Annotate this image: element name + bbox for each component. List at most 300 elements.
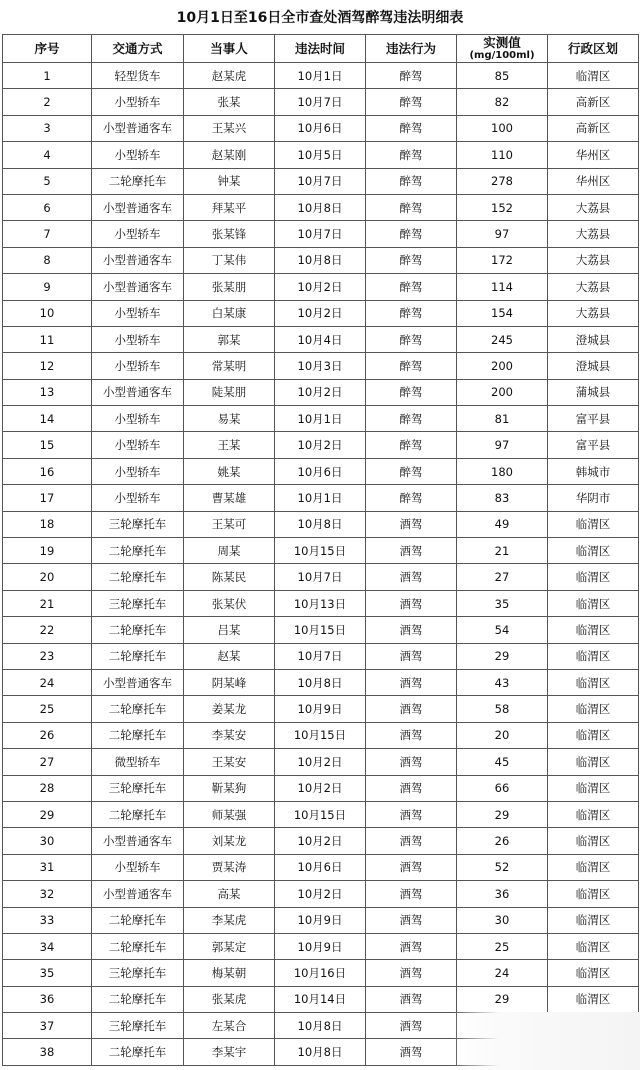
cell-party: 贾某涛 xyxy=(184,854,275,880)
cell-vehicle: 小型轿车 xyxy=(92,142,184,168)
header-value xyxy=(457,35,548,63)
cell-act: 醉驾 xyxy=(366,406,457,432)
table-row xyxy=(3,854,639,880)
cell-district: 临渭区 xyxy=(548,643,639,669)
cell-value: 21 xyxy=(457,538,548,564)
cell-party: 陈某民 xyxy=(184,564,275,590)
cell-no: 7 xyxy=(3,221,92,247)
cell-value: 172 xyxy=(457,247,548,273)
table-row xyxy=(3,142,639,168)
cell-district: 临渭区 xyxy=(548,63,639,89)
cell-no: 37 xyxy=(3,1013,92,1039)
table-row xyxy=(3,643,639,669)
cell-value: 27 xyxy=(457,564,548,590)
table-header-row xyxy=(3,35,639,63)
header-value-label: 实测值 xyxy=(483,34,521,50)
cell-party: 刘某龙 xyxy=(184,828,275,854)
cell-no: 28 xyxy=(3,775,92,801)
cell-district: 大荔县 xyxy=(548,247,639,273)
cell-value: 200 xyxy=(457,353,548,379)
header-vehicle: 交通方式 xyxy=(92,35,184,63)
cell-act: 酒驾 xyxy=(366,749,457,775)
table-row xyxy=(3,801,639,827)
cell-value: 180 xyxy=(457,458,548,484)
table-row xyxy=(3,300,639,326)
cell-value: 26 xyxy=(457,828,548,854)
cell-no: 10 xyxy=(3,300,92,326)
cell-value: 85 xyxy=(457,63,548,89)
cell-time: 10月7日 xyxy=(275,221,366,247)
cell-no: 23 xyxy=(3,643,92,669)
cell-party: 曹某雄 xyxy=(184,485,275,511)
cell-time: 10月15日 xyxy=(275,617,366,643)
table-row xyxy=(3,221,639,247)
cell-vehicle: 小型轿车 xyxy=(92,89,184,115)
cell-act: 醉驾 xyxy=(366,115,457,141)
cell-act: 醉驾 xyxy=(366,458,457,484)
cell-time: 10月2日 xyxy=(275,881,366,907)
page-title: 10月1日至16日全市查处酒驾醉驾违法明细表 xyxy=(176,10,464,26)
cell-vehicle: 小型轿车 xyxy=(92,432,184,458)
cell-no: 29 xyxy=(3,801,92,827)
table-row xyxy=(3,617,639,643)
cell-no: 6 xyxy=(3,194,92,220)
cell-value: 49 xyxy=(457,511,548,537)
cell-value: 29 xyxy=(457,643,548,669)
header-district: 行政区划 xyxy=(548,35,639,63)
cell-no: 3 xyxy=(3,115,92,141)
cell-no: 36 xyxy=(3,986,92,1012)
cell-act: 酒驾 xyxy=(366,669,457,695)
cell-no: 11 xyxy=(3,326,92,352)
cell-act: 醉驾 xyxy=(366,89,457,115)
cell-district: 临渭区 xyxy=(548,986,639,1012)
bottom-right-blur xyxy=(452,1012,640,1070)
cell-vehicle: 三轮摩托车 xyxy=(92,1013,184,1039)
cell-act: 酒驾 xyxy=(366,933,457,959)
cell-no: 27 xyxy=(3,749,92,775)
cell-time: 10月2日 xyxy=(275,274,366,300)
cell-value: 58 xyxy=(457,696,548,722)
cell-party: 郭某定 xyxy=(184,933,275,959)
cell-act: 酒驾 xyxy=(366,801,457,827)
cell-value: 82 xyxy=(457,89,548,115)
cell-time: 10月8日 xyxy=(275,669,366,695)
cell-party: 赵某 xyxy=(184,643,275,669)
cell-district: 蒲城县 xyxy=(548,379,639,405)
cell-act: 酒驾 xyxy=(366,696,457,722)
cell-act: 醉驾 xyxy=(366,221,457,247)
table-row xyxy=(3,828,639,854)
cell-vehicle: 小型轿车 xyxy=(92,300,184,326)
cell-vehicle: 二轮摩托车 xyxy=(92,907,184,933)
cell-district: 临渭区 xyxy=(548,669,639,695)
cell-district: 临渭区 xyxy=(548,511,639,537)
cell-vehicle: 二轮摩托车 xyxy=(92,801,184,827)
cell-district: 临渭区 xyxy=(548,722,639,748)
cell-district: 临渭区 xyxy=(548,538,639,564)
cell-party: 李某安 xyxy=(184,722,275,748)
header-party: 当事人 xyxy=(184,35,275,63)
cell-time: 10月8日 xyxy=(275,194,366,220)
table-row xyxy=(3,247,639,273)
cell-time: 10月16日 xyxy=(275,960,366,986)
cell-no: 17 xyxy=(3,485,92,511)
cell-party: 高某 xyxy=(184,881,275,907)
cell-value: 30 xyxy=(457,907,548,933)
cell-district: 临渭区 xyxy=(548,907,639,933)
cell-time: 10月7日 xyxy=(275,564,366,590)
cell-act: 酒驾 xyxy=(366,590,457,616)
cell-time: 10月9日 xyxy=(275,696,366,722)
table-row xyxy=(3,775,639,801)
table-row xyxy=(3,432,639,458)
cell-time: 10月14日 xyxy=(275,986,366,1012)
cell-vehicle: 小型普通客车 xyxy=(92,669,184,695)
cell-party: 张某虎 xyxy=(184,986,275,1012)
header-value-unit: (mg/100ml) xyxy=(469,49,535,61)
table-row xyxy=(3,406,639,432)
cell-party: 赵某虎 xyxy=(184,63,275,89)
cell-no: 16 xyxy=(3,458,92,484)
cell-value: 43 xyxy=(457,669,548,695)
cell-vehicle: 轻型货车 xyxy=(92,63,184,89)
cell-district: 华州区 xyxy=(548,142,639,168)
table-row xyxy=(3,458,639,484)
table-row xyxy=(3,511,639,537)
cell-no: 38 xyxy=(3,1039,92,1065)
cell-time: 10月15日 xyxy=(275,722,366,748)
table-row xyxy=(3,353,639,379)
cell-no: 13 xyxy=(3,379,92,405)
cell-party: 周某 xyxy=(184,538,275,564)
cell-act: 酒驾 xyxy=(366,617,457,643)
cell-vehicle: 二轮摩托车 xyxy=(92,168,184,194)
cell-district: 临渭区 xyxy=(548,564,639,590)
cell-no: 21 xyxy=(3,590,92,616)
cell-act: 酒驾 xyxy=(366,564,457,590)
cell-value: 100 xyxy=(457,115,548,141)
cell-vehicle: 小型轿车 xyxy=(92,221,184,247)
cell-value: 154 xyxy=(457,300,548,326)
cell-party: 阴某峰 xyxy=(184,669,275,695)
cell-party: 王某安 xyxy=(184,749,275,775)
cell-act: 醉驾 xyxy=(366,353,457,379)
cell-district: 临渭区 xyxy=(548,960,639,986)
cell-act: 酒驾 xyxy=(366,1013,457,1039)
table-row xyxy=(3,168,639,194)
cell-value: 97 xyxy=(457,432,548,458)
cell-party: 张某朋 xyxy=(184,274,275,300)
cell-act: 醉驾 xyxy=(366,326,457,352)
cell-vehicle: 二轮摩托车 xyxy=(92,617,184,643)
cell-district: 华阴市 xyxy=(548,485,639,511)
cell-vehicle: 小型普通客车 xyxy=(92,274,184,300)
cell-value: 35 xyxy=(457,590,548,616)
cell-district: 临渭区 xyxy=(548,749,639,775)
cell-time: 10月1日 xyxy=(275,406,366,432)
cell-time: 10月1日 xyxy=(275,63,366,89)
cell-value: 200 xyxy=(457,379,548,405)
cell-vehicle: 二轮摩托车 xyxy=(92,643,184,669)
cell-no: 8 xyxy=(3,247,92,273)
cell-vehicle: 小型轿车 xyxy=(92,406,184,432)
cell-district: 临渭区 xyxy=(548,854,639,880)
cell-district: 澄城县 xyxy=(548,353,639,379)
cell-act: 酒驾 xyxy=(366,828,457,854)
cell-no: 34 xyxy=(3,933,92,959)
cell-vehicle: 小型轿车 xyxy=(92,854,184,880)
cell-vehicle: 三轮摩托车 xyxy=(92,775,184,801)
cell-district: 富平县 xyxy=(548,432,639,458)
cell-time: 10月8日 xyxy=(275,247,366,273)
cell-vehicle: 三轮摩托车 xyxy=(92,960,184,986)
cell-time: 10月7日 xyxy=(275,89,366,115)
table-body xyxy=(3,63,639,1066)
cell-time: 10月13日 xyxy=(275,590,366,616)
cell-party: 左某合 xyxy=(184,1013,275,1039)
table-row xyxy=(3,933,639,959)
cell-vehicle: 二轮摩托车 xyxy=(92,933,184,959)
cell-time: 10月2日 xyxy=(275,749,366,775)
cell-no: 18 xyxy=(3,511,92,537)
cell-vehicle: 小型普通客车 xyxy=(92,379,184,405)
cell-value: 81 xyxy=(457,406,548,432)
cell-party: 吕某 xyxy=(184,617,275,643)
cell-vehicle: 小型轿车 xyxy=(92,326,184,352)
cell-time: 10月9日 xyxy=(275,907,366,933)
cell-district: 大荔县 xyxy=(548,221,639,247)
cell-time: 10月8日 xyxy=(275,1013,366,1039)
cell-value: 29 xyxy=(457,986,548,1012)
cell-time: 10月6日 xyxy=(275,458,366,484)
table-row xyxy=(3,538,639,564)
cell-time: 10月1日 xyxy=(275,485,366,511)
cell-vehicle: 小型轿车 xyxy=(92,485,184,511)
cell-no: 9 xyxy=(3,274,92,300)
cell-no: 14 xyxy=(3,406,92,432)
cell-vehicle: 小型普通客车 xyxy=(92,194,184,220)
cell-act: 酒驾 xyxy=(366,775,457,801)
table-row xyxy=(3,669,639,695)
cell-value: 110 xyxy=(457,142,548,168)
cell-district: 临渭区 xyxy=(548,881,639,907)
cell-value: 83 xyxy=(457,485,548,511)
cell-district: 大荔县 xyxy=(548,194,639,220)
cell-value: 66 xyxy=(457,775,548,801)
cell-party: 张某 xyxy=(184,89,275,115)
cell-party: 姜某龙 xyxy=(184,696,275,722)
cell-time: 10月2日 xyxy=(275,300,366,326)
cell-vehicle: 小型轿车 xyxy=(92,458,184,484)
cell-district: 临渭区 xyxy=(548,933,639,959)
cell-act: 酒驾 xyxy=(366,854,457,880)
cell-act: 酒驾 xyxy=(366,643,457,669)
cell-act: 醉驾 xyxy=(366,194,457,220)
cell-act: 酒驾 xyxy=(366,907,457,933)
cell-district: 临渭区 xyxy=(548,590,639,616)
cell-party: 张某锋 xyxy=(184,221,275,247)
cell-no: 20 xyxy=(3,564,92,590)
cell-district: 临渭区 xyxy=(548,696,639,722)
violations-table xyxy=(2,34,639,1066)
cell-time: 10月7日 xyxy=(275,643,366,669)
cell-party: 易某 xyxy=(184,406,275,432)
cell-party: 郭某 xyxy=(184,326,275,352)
header-no: 序号 xyxy=(3,35,92,63)
table-row xyxy=(3,485,639,511)
cell-act: 酒驾 xyxy=(366,960,457,986)
cell-value: 29 xyxy=(457,801,548,827)
cell-act: 醉驾 xyxy=(366,379,457,405)
cell-no: 30 xyxy=(3,828,92,854)
cell-value: 52 xyxy=(457,854,548,880)
cell-vehicle: 二轮摩托车 xyxy=(92,1039,184,1065)
table-row xyxy=(3,722,639,748)
cell-party: 常某明 xyxy=(184,353,275,379)
cell-party: 师某强 xyxy=(184,801,275,827)
cell-time: 10月4日 xyxy=(275,326,366,352)
cell-district: 临渭区 xyxy=(548,801,639,827)
cell-value: 152 xyxy=(457,194,548,220)
cell-district: 富平县 xyxy=(548,406,639,432)
cell-value: 245 xyxy=(457,326,548,352)
cell-act: 酒驾 xyxy=(366,511,457,537)
cell-district: 大荔县 xyxy=(548,274,639,300)
cell-vehicle: 微型轿车 xyxy=(92,749,184,775)
cell-time: 10月6日 xyxy=(275,115,366,141)
cell-district: 高新区 xyxy=(548,89,639,115)
table-row xyxy=(3,590,639,616)
cell-party: 陡某朋 xyxy=(184,379,275,405)
cell-vehicle: 三轮摩托车 xyxy=(92,511,184,537)
cell-act: 酒驾 xyxy=(366,722,457,748)
cell-no: 2 xyxy=(3,89,92,115)
cell-time: 10月15日 xyxy=(275,801,366,827)
cell-no: 26 xyxy=(3,722,92,748)
table-row xyxy=(3,274,639,300)
cell-value: 114 xyxy=(457,274,548,300)
cell-vehicle: 二轮摩托车 xyxy=(92,564,184,590)
cell-time: 10月8日 xyxy=(275,511,366,537)
cell-vehicle: 三轮摩托车 xyxy=(92,590,184,616)
cell-no: 12 xyxy=(3,353,92,379)
cell-district: 临渭区 xyxy=(548,617,639,643)
cell-value: 54 xyxy=(457,617,548,643)
cell-party: 姚某 xyxy=(184,458,275,484)
cell-time: 10月6日 xyxy=(275,854,366,880)
cell-act: 醉驾 xyxy=(366,432,457,458)
cell-act: 醉驾 xyxy=(366,247,457,273)
cell-party: 张某伏 xyxy=(184,590,275,616)
cell-no: 33 xyxy=(3,907,92,933)
cell-party: 拜某平 xyxy=(184,194,275,220)
cell-act: 醉驾 xyxy=(366,168,457,194)
table-row xyxy=(3,115,639,141)
cell-act: 醉驾 xyxy=(366,274,457,300)
cell-act: 酒驾 xyxy=(366,881,457,907)
table-row xyxy=(3,881,639,907)
cell-party: 白某康 xyxy=(184,300,275,326)
cell-party: 王某可 xyxy=(184,511,275,537)
table-row xyxy=(3,749,639,775)
cell-time: 10月2日 xyxy=(275,379,366,405)
cell-no: 25 xyxy=(3,696,92,722)
table-row xyxy=(3,960,639,986)
cell-district: 澄城县 xyxy=(548,326,639,352)
table-row xyxy=(3,326,639,352)
table-row xyxy=(3,63,639,89)
cell-vehicle: 小型轿车 xyxy=(92,353,184,379)
header-time: 违法时间 xyxy=(275,35,366,63)
cell-time: 10月2日 xyxy=(275,775,366,801)
cell-party: 王某兴 xyxy=(184,115,275,141)
cell-party: 丁某伟 xyxy=(184,247,275,273)
cell-no: 31 xyxy=(3,854,92,880)
cell-act: 酒驾 xyxy=(366,986,457,1012)
cell-district: 临渭区 xyxy=(548,775,639,801)
cell-party: 李某虎 xyxy=(184,907,275,933)
cell-act: 醉驾 xyxy=(366,485,457,511)
cell-no: 32 xyxy=(3,881,92,907)
cell-time: 10月15日 xyxy=(275,538,366,564)
cell-party: 李某宇 xyxy=(184,1039,275,1065)
cell-no: 24 xyxy=(3,669,92,695)
cell-district: 高新区 xyxy=(548,115,639,141)
cell-time: 10月2日 xyxy=(275,828,366,854)
cell-party: 钟某 xyxy=(184,168,275,194)
cell-vehicle: 小型普通客车 xyxy=(92,247,184,273)
cell-vehicle: 二轮摩托车 xyxy=(92,538,184,564)
cell-district: 临渭区 xyxy=(548,828,639,854)
cell-time: 10月9日 xyxy=(275,933,366,959)
table-row xyxy=(3,986,639,1012)
cell-no: 35 xyxy=(3,960,92,986)
cell-party: 梅某朝 xyxy=(184,960,275,986)
cell-vehicle: 二轮摩托车 xyxy=(92,722,184,748)
cell-no: 19 xyxy=(3,538,92,564)
cell-act: 酒驾 xyxy=(366,1039,457,1065)
cell-no: 22 xyxy=(3,617,92,643)
cell-act: 醉驾 xyxy=(366,63,457,89)
table-row xyxy=(3,89,639,115)
cell-vehicle: 二轮摩托车 xyxy=(92,986,184,1012)
cell-no: 4 xyxy=(3,142,92,168)
cell-value: 36 xyxy=(457,881,548,907)
table-row xyxy=(3,696,639,722)
cell-time: 10月5日 xyxy=(275,142,366,168)
cell-vehicle: 二轮摩托车 xyxy=(92,696,184,722)
cell-district: 华州区 xyxy=(548,168,639,194)
cell-act: 醉驾 xyxy=(366,300,457,326)
cell-district: 大荔县 xyxy=(548,300,639,326)
cell-value: 97 xyxy=(457,221,548,247)
cell-time: 10月7日 xyxy=(275,168,366,194)
cell-act: 醉驾 xyxy=(366,142,457,168)
cell-time: 10月3日 xyxy=(275,353,366,379)
cell-value: 24 xyxy=(457,960,548,986)
cell-time: 10月2日 xyxy=(275,432,366,458)
cell-vehicle: 小型普通客车 xyxy=(92,828,184,854)
cell-party: 王某 xyxy=(184,432,275,458)
cell-vehicle: 小型普通客车 xyxy=(92,881,184,907)
cell-value: 45 xyxy=(457,749,548,775)
table-row xyxy=(3,379,639,405)
cell-time: 10月8日 xyxy=(275,1039,366,1065)
cell-no: 15 xyxy=(3,432,92,458)
cell-no: 5 xyxy=(3,168,92,194)
cell-no: 1 xyxy=(3,63,92,89)
